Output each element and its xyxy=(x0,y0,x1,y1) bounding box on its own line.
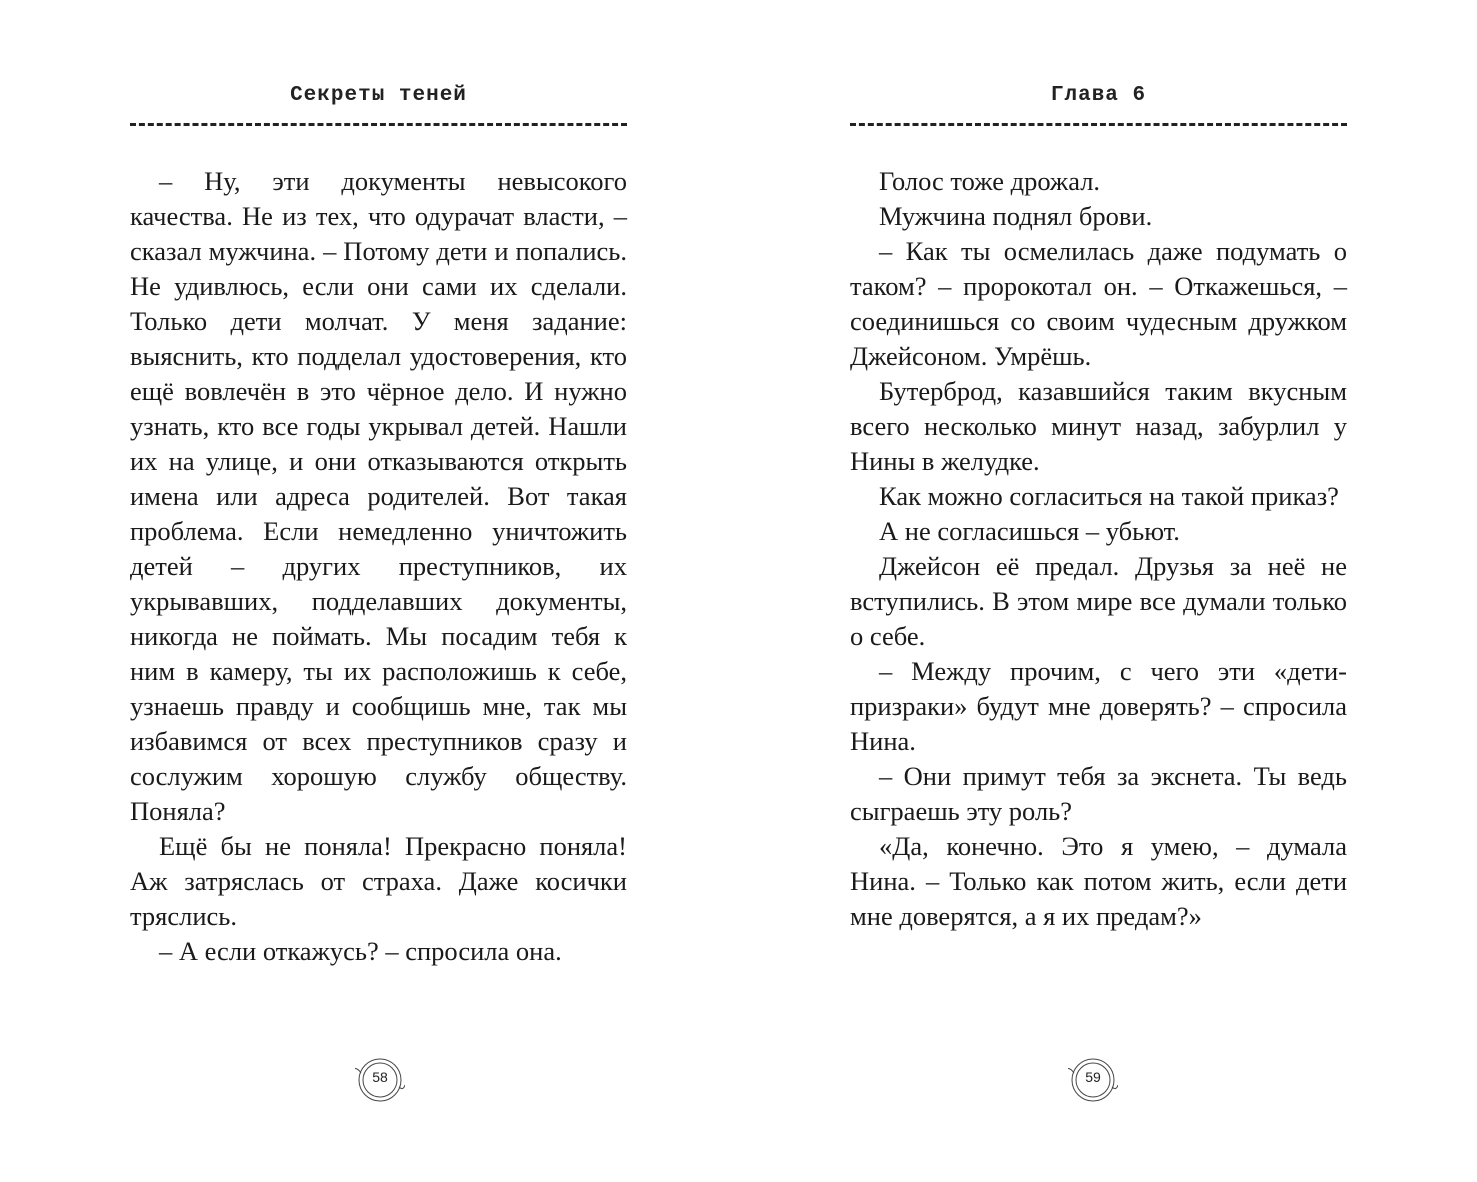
paragraph: – Между прочим, с чего эти «дети-призраки» будут мне доверять? – спросила Нина. xyxy=(850,656,1347,756)
paragraph: Голос тоже дрожал. xyxy=(879,166,1101,196)
paragraph: Как можно согласиться на такой приказ? xyxy=(879,481,1339,511)
left-page-body xyxy=(130,164,627,969)
paragraph: Мужчина поднял брови. xyxy=(879,201,1153,231)
paragraph: – Ну, эти документы невысокого качества. Не из тех, что одурачат власти, – сказал мужчина. – Потому дети и попались. Не удивлюсь, если они сами их сделали. Только дети молчат. У меня задание: выяснить, кто подделал удостоверения, кто ещё вовлечён в это чёрное дело. И нужно узнать, кто все годы укрывал детей. Нашли их на улице, и они отказываются открыть имена или адреса родителей. Вот такая проблема. Если немедленно уничтожить детей – других преступников, их укрывавших, подделавших документы, никогда не поймать. Мы посадим тебя к ним в камеру, ты их расположишь к себе, узнаешь правду и сообщишь мне, так мы избавимся от всех преступников сразу и сослужим хорошую службу обществу. Поняла? xyxy=(130,166,627,826)
page-number-ornament xyxy=(355,1055,405,1105)
header-dashed-rule xyxy=(130,123,627,126)
page-number: 59 xyxy=(1085,1069,1101,1085)
running-head-chapter: Глава 6 xyxy=(1050,84,1147,107)
paragraph: Бутерброд, казавшийся таким вкусным всего несколько минут назад, забурлил у Нины в желудке. xyxy=(850,376,1347,476)
header-dashed-rule xyxy=(850,123,1347,126)
running-head-book-title: Секреты теней xyxy=(290,84,467,107)
right-page-body xyxy=(850,164,1347,934)
paragraph: А не согласишься – убьют. xyxy=(879,516,1180,546)
left-page xyxy=(130,0,627,1182)
paragraph: – А если откажусь? – спросила она. xyxy=(159,936,562,966)
page-number: 58 xyxy=(372,1069,388,1085)
paragraph: – Они примут тебя за экснета. Ты ведь сыграешь эту роль? xyxy=(850,761,1347,826)
paragraph: «Да, конечно. Это я умею, – думала Нина. – Только как потом жить, если дети мне доверятся, а я их предам?» xyxy=(850,831,1347,931)
paragraph: Джейсон её предал. Друзья за неё не вступились. В этом мире все думали только о себе. xyxy=(850,551,1347,651)
right-page xyxy=(850,0,1347,1182)
paragraph: – Как ты осмелилась даже подумать о таком? – пророкотал он. – Откажешься, – соединишься со своим чудесным дружком Джейсоном. Умрёшь. xyxy=(850,236,1347,371)
paragraph: Ещё бы не поняла! Прекрасно поняла! Аж затряслась от страха. Даже косички тряслись. xyxy=(130,831,627,931)
page-number-ornament xyxy=(1068,1055,1118,1105)
